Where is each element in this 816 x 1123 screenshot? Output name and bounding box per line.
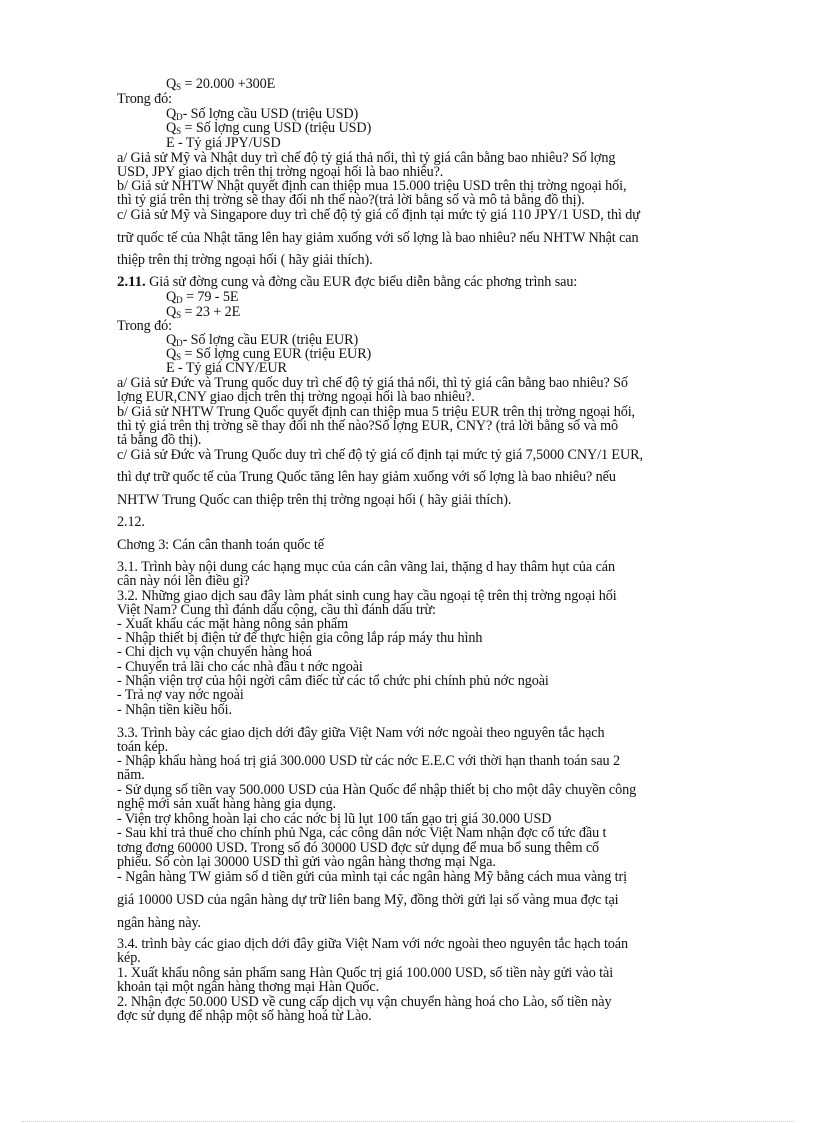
chapter-heading: Chơng 3: Cán cân thanh toán quốc tế xyxy=(117,537,324,553)
list-item: - Ngân hàng TW giảm số d tiền gửi của mình tại các ngân hàng Mỹ bằng cách mua vàng trị xyxy=(117,869,627,885)
formula-qd: $Q_D = 79 - 5E$ xyxy=(166,289,239,305)
text-line: Việt Nam? Cung thì đánh dấu cộng, cầu thì đánh dấu trừ: xyxy=(117,602,436,618)
formula-qs: $Q_S = 23 + 2E$ xyxy=(166,304,241,320)
text-line: Trong đó: xyxy=(117,318,172,334)
list-item: - Trả nợ vay nớc ngoài xyxy=(117,687,244,703)
text-line: thì dự trữ quốc tế của Trung Quốc tăng lên hay giảm xuống với số lợng là bao nhiêu? nếu xyxy=(117,469,616,485)
text-line: phiếu. Số còn lại 30000 USD thì gửi vào ngân hàng thơng mại Nga. xyxy=(117,854,496,870)
question-b: b/ Giả sử NHTW Nhật quyết định can thiệp mua 15.000 triệu USD trên thị trờng ngoại hối, xyxy=(117,178,627,194)
text-line: toán kép. xyxy=(117,739,169,755)
list-item: - Chi dịch vụ vận chuyển hàng hoá xyxy=(117,644,312,660)
question-b: b/ Giả sử NHTW Trung Quốc quyết định can thiệp mua 5 triệu EUR trên thị trờng ngoại hối, xyxy=(117,404,635,420)
text-line: NHTW Trung Quốc can thiệp trên thị trờng ngoại hối ( hãy giải thích). xyxy=(117,492,512,508)
text-line: nghệ mới sản xuất hàng hàng gia dụng. xyxy=(117,796,336,812)
text-line: khoản tại một ngân hàng thơng mại Hàn Quốc. xyxy=(117,979,380,995)
text-line: thì tỷ giá trên thị trờng sẽ thay đổi nh thế nào?(trả lời bằng số và mô tả bằng đồ thị). xyxy=(117,192,585,208)
list-item: - Nhận viện trợ của hội ngời câm điếc từ các tổ chức phi chính phủ nớc ngoài xyxy=(117,673,549,689)
exercise-2-11: 2.11. Giả sử đờng cung và đờng cầu EUR đợc biểu diễn bằng các phơng trình sau: xyxy=(117,274,578,290)
text-line: tả bằng đồ thị). xyxy=(117,432,202,448)
text-line: năm. xyxy=(117,767,145,783)
text-line: giá 10000 USD của ngân hàng dự trữ liên bang Mỹ, đồng thời gửi lại số vàng mua đợc tại xyxy=(117,892,619,908)
text-line: lợng EUR,CNY giao dịch trên thị trờng ngoại hối là bao nhiêu?. xyxy=(117,389,475,405)
definition-qd: $Q_D-$ Số lợng cầu EUR (triệu EUR) xyxy=(166,332,359,348)
text-line: trữ quốc tế của Nhật tăng lên hay giảm xuống với số lợng là bao nhiêu? nếu NHTW Nhật can xyxy=(117,230,639,246)
exercise-3-3: 3.3. Trình bày các giao dịch dới đây giữa Việt Nam với nớc ngoài theo nguyên tắc hạch xyxy=(117,725,605,741)
text-line: cân này nói lên điều gì? xyxy=(117,573,250,589)
text-line: tơng đơng 60000 USD. Trong số đó 30000 USD đợc sử dụng để mua bổ sung thêm cổ xyxy=(117,840,600,856)
list-item: - Xuất khẩu các mặt hàng nông sản phẩm xyxy=(117,616,349,632)
formula-qs: $Q_S = 20.000 +300E$ xyxy=(166,76,276,92)
text-line: ngân hàng này. xyxy=(117,915,201,931)
page-divider xyxy=(22,1121,794,1122)
list-item: - Nhận tiền kiều hối. xyxy=(117,702,232,718)
list-item: - Sau khi trả thuế cho chính phủ Nga, các công dân nớc Việt Nam nhận đợc cổ tức đầu t xyxy=(117,825,607,841)
exercise-2-12: 2.12. xyxy=(117,514,145,530)
exercise-3-1: 3.1. Trình bày nội dung các hạng mục của cán cân vãng lai, thặng d hay thâm hụt của cán xyxy=(117,559,615,575)
definition-qs: $Q_S$ = Số lợng cung EUR (triệu EUR) xyxy=(166,346,372,362)
list-item: 1. Xuất khẩu nông sản phẩm sang Hàn Quốc trị giá 100.000 USD, số tiền này gửi vào tài xyxy=(117,965,614,981)
text-line: kép. xyxy=(117,950,141,966)
question-a: a/ Giả sử Đức và Trung quốc duy trì chế độ tỷ giá thả nổi, thì tỷ giá cân bằng bao nhiêu? Số xyxy=(117,375,628,391)
question-c: c/ Giả sử Đức và Trung Quốc duy trì chế độ tỷ giá cố định tại mức tỷ giá 7,5000 CNY/1 EUR, xyxy=(117,447,643,463)
list-item: - Sử dụng số tiền vay 500.000 USD của Hàn Quốc để nhập thiết bị cho một dây chuyền công xyxy=(117,782,637,798)
question-a: a/ Giả sử Mỹ và Nhật duy trì chế độ tỷ giá thả nổi, thì tỷ giá cân bằng bao nhiêu? Số lợng xyxy=(117,150,616,166)
text-line: Trong đó: xyxy=(117,91,172,107)
list-item: - Nhập khẩu hàng hoá trị giá 300.000 USD từ các nớc E.E.C với thời hạn thanh toán sau 2 xyxy=(117,753,620,769)
definition-e: E - Tỷ giá CNY/EUR xyxy=(166,360,287,376)
exercise-3-4: 3.4. trình bày các giao dịch dới đây giữa Việt Nam với nớc ngoài theo nguyên tắc hạch toán xyxy=(117,936,628,952)
list-item: 2. Nhận đợc 50.000 USD về cung cấp dịch vụ vận chuyển hàng hoá cho Lào, số tiền này xyxy=(117,994,612,1010)
list-item: - Viện trợ không hoàn lại cho các nớc bị lũ lụt 100 tấn gạo trị giá 30.000 USD xyxy=(117,811,552,827)
text-line: thì tỷ giá trên thị trờng sẽ thay đổi nh thế nào?Số lợng EUR, CNY? (trả lời bằng số và mô xyxy=(117,418,619,434)
text-line: đợc sử dụng để nhập một số hàng hoá từ Lào. xyxy=(117,1008,372,1024)
definition-qs: $Q_S$ = Số lợng cung USD (triệu USD) xyxy=(166,120,372,136)
exercise-3-2: 3.2. Những giao dịch sau đây làm phát sinh cung hay cầu ngoại tệ trên thị trờng ngoại hối xyxy=(117,588,617,604)
text-line: USD, JPY giao dịch trên thị trờng ngoại hối là bao nhiêu?. xyxy=(117,164,444,180)
definition-qd: $Q_D-$ Số lợng cầu USD (triệu USD) xyxy=(166,106,359,122)
question-c: c/ Giả sử Mỹ và Singapore duy trì chế độ tỷ giá cố định tại mức tỷ giá 110 JPY/1 USD, thì dự xyxy=(117,207,640,223)
list-item: - Nhập thiết bị điện tử để thực hiện gia công lắp ráp máy thu hình xyxy=(117,630,483,646)
definition-e: E - Tỷ giá JPY/USD xyxy=(166,135,281,151)
list-item: - Chuyển trả lãi cho các nhà đầu t nớc ngoài xyxy=(117,659,363,675)
text-line: thiệp trên thị trờng ngoại hối ( hãy giải thích). xyxy=(117,252,373,268)
